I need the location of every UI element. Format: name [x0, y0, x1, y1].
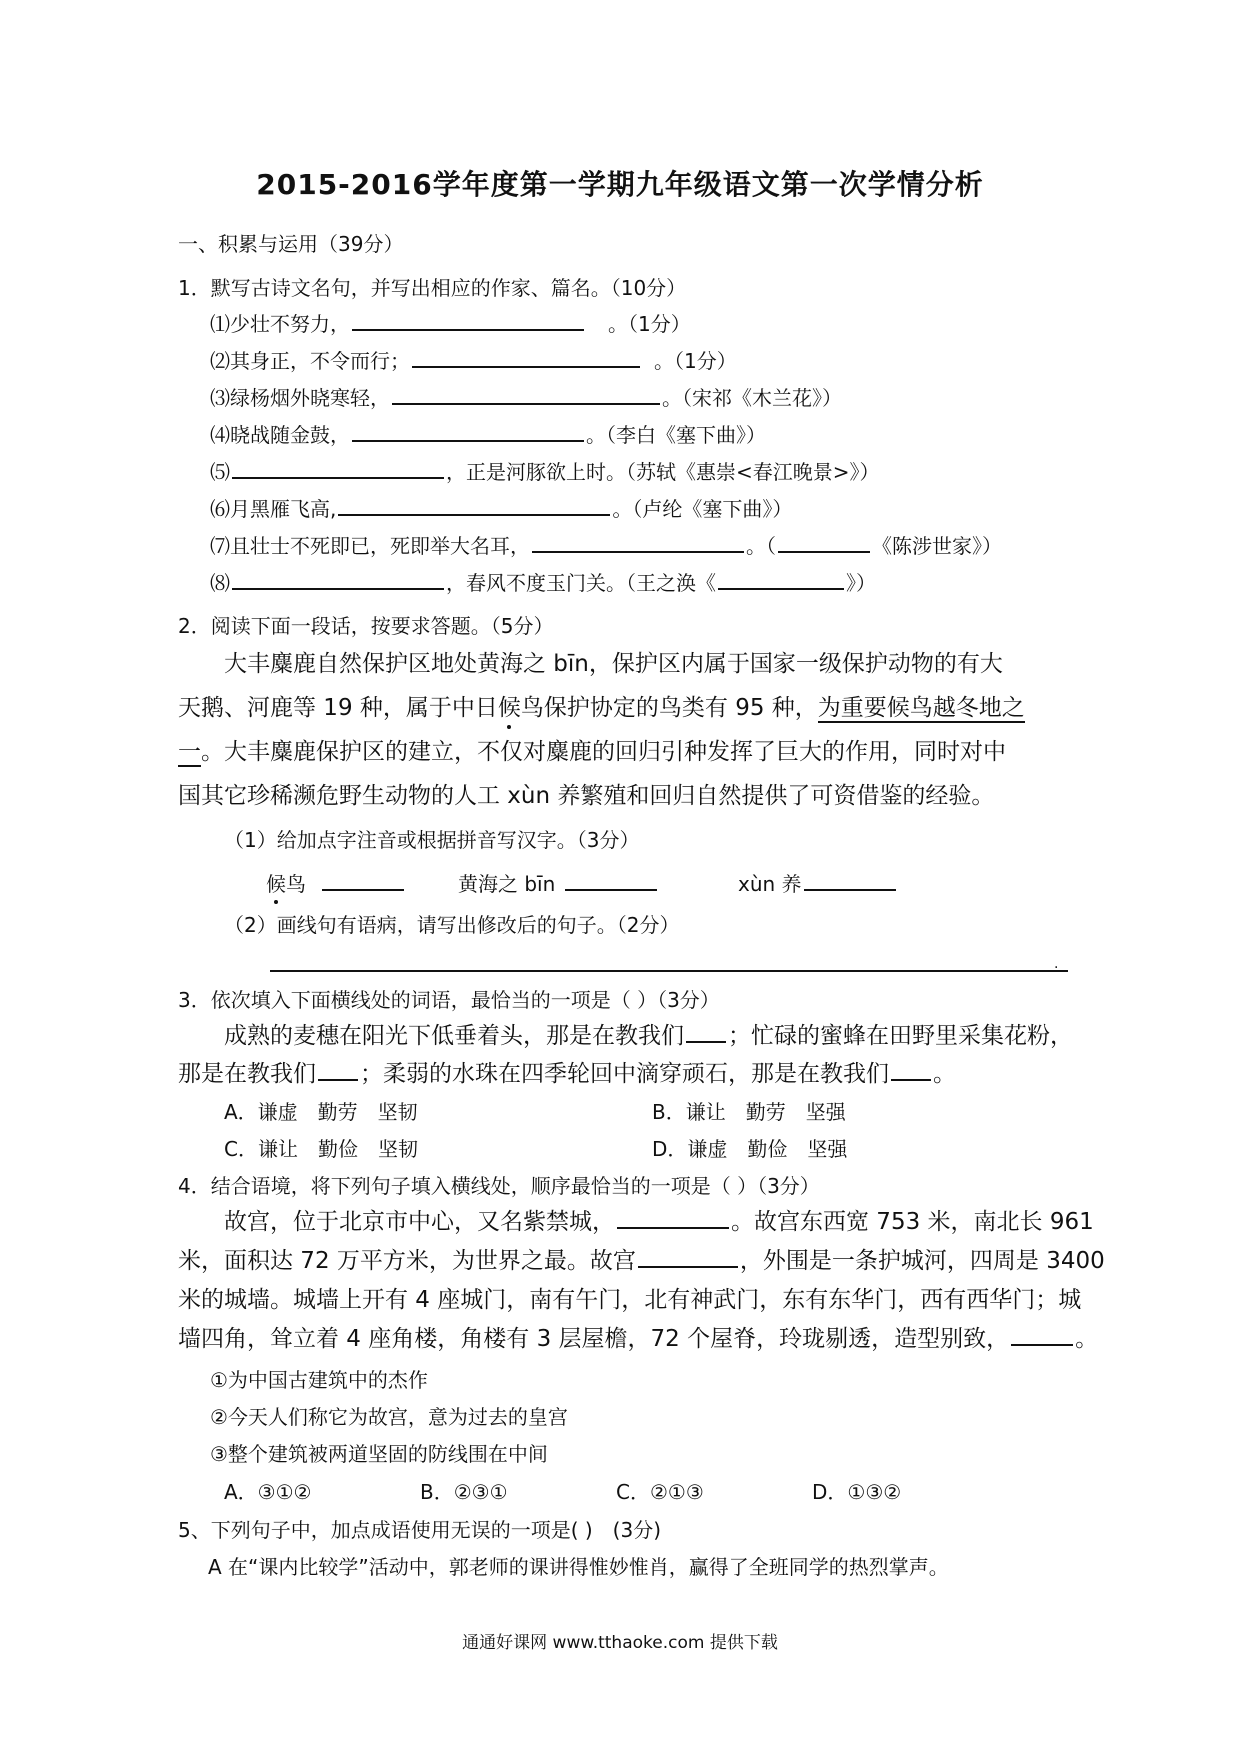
q1-item-1	[210, 310, 691, 338]
q1-item-2	[210, 347, 737, 375]
answer-line[interactable]	[270, 970, 1068, 972]
q4-text: 故宫，位于北京市中心，又名紫禁城，	[224, 1209, 615, 1235]
answer-blank[interactable]	[532, 533, 744, 553]
q1-item-text: ，春风不度玉门关。（王之涣《	[446, 571, 716, 595]
question-1-stem: 1．默写古诗文名句，并写出相应的作家、篇名。（10分）	[178, 276, 687, 300]
q2-sub-question-1: （1）给加点字注音或根据拼音写汉字。（3分）	[224, 828, 640, 852]
q2-text: 天鹅、河鹿等 19 种，属于中日	[178, 695, 498, 721]
q1-item-text: 》）	[846, 571, 876, 595]
q2-answer-label: xùn 养	[738, 872, 802, 896]
q4-passage-line	[178, 1323, 1098, 1355]
question-5-stem: 5、下列句子中，加点成语使用无误的一项是( ) (3分)	[178, 1518, 662, 1542]
section-heading: 一、积累与运用（39分）	[178, 232, 404, 256]
answer-blank[interactable]	[638, 1248, 738, 1268]
q3-text: 成熟的麦穗在阳光下低垂着头，那是在教我们	[224, 1023, 684, 1049]
q2-text: 。大丰麋鹿保护区的建立，不仅对麋鹿的回归引种发挥了巨大的作用，同时对中	[201, 739, 1006, 765]
q3-option-b[interactable]: B．谦让 勤劳 坚强	[652, 1100, 846, 1124]
answer-blank[interactable]	[412, 348, 640, 368]
q3-option-c[interactable]: C．谦让 勤俭 坚韧	[224, 1137, 418, 1161]
q1-item-text: ⑷晓战随金鼓，	[210, 423, 350, 447]
q2-answer-3	[738, 870, 898, 898]
answer-blank[interactable]	[232, 570, 444, 590]
answer-blank[interactable]	[1011, 1326, 1073, 1346]
question-3-stem: 3．依次填入下面横线处的词语，最恰当的一项是（ ）（3分）	[178, 988, 720, 1012]
q2-answer-label: 黄海之 bīn	[458, 872, 556, 896]
q4-text: 。故宫东西宽 753 米，南北长 961	[731, 1209, 1094, 1235]
q4-option-d[interactable]: D．①③②	[812, 1480, 902, 1504]
q1-item-text: 。（1分）	[654, 349, 737, 373]
answer-blank[interactable]	[352, 311, 584, 331]
answer-blank[interactable]	[804, 871, 896, 891]
q5-option-a[interactable]: A 在“课内比较学”活动中，郭老师的课讲得惟妙惟肖，赢得了全班同学的热烈掌声。	[208, 1555, 949, 1579]
q4-sentence-3: ③整个建筑被两道坚固的防线围在中间	[210, 1442, 548, 1466]
q2-answer-label: 鸟	[286, 872, 306, 896]
q3-option-a[interactable]: A．谦虚 勤劳 坚韧	[224, 1100, 418, 1124]
q4-text: ，外围是一条护城河，四周是 3400	[739, 1248, 1105, 1274]
q3-passage-line	[224, 1020, 1073, 1052]
title-blank[interactable]	[718, 570, 844, 590]
q1-item-text: 。（	[746, 534, 776, 558]
q1-item-text: ⑻	[210, 571, 230, 595]
q1-item-4	[210, 421, 766, 449]
q3-passage-line	[178, 1058, 956, 1090]
q4-passage-line: 米的城墙。城墙上开有 4 座城门，南有午门，北有神武门，东有东华门，西有西华门；城	[178, 1287, 1082, 1313]
answer-blank[interactable]	[617, 1209, 729, 1229]
q1-item-text: ⑹月黑雁飞高,	[210, 497, 337, 521]
question-2-stem: 2．阅读下面一段话，按要求答题。（5分）	[178, 614, 554, 638]
q2-passage-line: 大丰麋鹿自然保护区地处黄海之 bīn，保护区内属于国家一级保护动物的有大	[224, 651, 1003, 677]
q1-item-5	[210, 458, 880, 486]
q4-option-b[interactable]: B．②③①	[420, 1480, 508, 1504]
q1-item-text: 。（李白《塞下曲》）	[586, 423, 766, 447]
q1-item-text: ，正是河豚欲上时。（苏轼《惠崇<春江晚景>》）	[446, 460, 880, 484]
q1-item-text: 《陈涉世家》）	[872, 534, 1002, 558]
answer-blank[interactable]	[392, 385, 660, 405]
q3-text: ；柔弱的水珠在四季轮回中滴穿顽石，那是在教我们	[360, 1061, 889, 1087]
q4-text: 墙四角，耸立着 4 座角楼，角楼有 3 层屋檐，72 个屋脊，玲珑剔透，造型别致，	[178, 1326, 1010, 1352]
q1-item-text: ⑵其身正，不令而行；	[210, 349, 410, 373]
q3-text: ；忙碌的蜜蜂在田野里采集花粉，	[728, 1023, 1073, 1049]
q1-item-text: ⑺且壮士不死即已，死即举大名耳，	[210, 534, 530, 558]
q2-text: 鸟保护协定的鸟类有 95 种，	[520, 695, 818, 721]
q4-sentence-2: ②今天人们称它为故宫，意为过去的皇宫	[210, 1405, 568, 1429]
q1-item-text: 。（宋祁《木兰花》）	[662, 386, 842, 410]
q1-item-6	[210, 495, 792, 523]
q4-option-c[interactable]: C．②①③	[616, 1480, 704, 1504]
answer-blank[interactable]	[891, 1061, 931, 1081]
q3-option-d[interactable]: D．谦虚 勤俭 坚强	[652, 1137, 848, 1161]
q2-passage-line	[178, 736, 1006, 768]
answer-blank[interactable]	[318, 1061, 358, 1081]
q3-text: 那是在教我们	[178, 1061, 316, 1087]
q1-item-7	[210, 532, 1002, 560]
q2-passage-line: 国其它珍稀濒危野生动物的人工 xùn 养繁殖和回归自然提供了可资借鉴的经验。	[178, 783, 995, 809]
q1-item-text: 。（1分）	[608, 312, 691, 336]
page-title: 2015-2016学年度第一学期九年级语文第一次学情分析	[256, 168, 984, 201]
q2-passage-line	[178, 692, 1025, 724]
q2-sub-question-2: （2）画线句有语病，请写出修改后的句子。（2分）	[224, 913, 680, 937]
underlined-sentence: 为重要候鸟越冬地之	[817, 695, 1025, 721]
question-4-stem: 4．结合语境，将下列句子填入横线处，顺序最恰当的一项是（ ）（3分）	[178, 1174, 820, 1198]
q1-item-text: ⑶绿杨烟外晓寒轻，	[210, 386, 390, 410]
answer-blank[interactable]	[352, 422, 584, 442]
q4-passage-line	[224, 1206, 1094, 1238]
q1-item-8	[210, 569, 876, 597]
answer-blank[interactable]	[686, 1023, 726, 1043]
q4-text: 。	[1075, 1326, 1099, 1352]
answer-blank[interactable]	[322, 871, 404, 891]
dotted-char: 候	[266, 872, 286, 896]
footer-source: 通通好课网 www.tthaoke.com 提供下载	[462, 1633, 778, 1653]
q1-item-text: ⑴少壮不努力，	[210, 312, 350, 336]
q2-answer-1	[266, 870, 406, 898]
line-end-mark: .	[1054, 956, 1059, 972]
q4-text: 米，面积达 72 万平方米，为世界之最。故宫	[178, 1248, 636, 1274]
q4-sentence-1: ①为中国古建筑中的杰作	[210, 1368, 428, 1392]
answer-blank[interactable]	[232, 459, 444, 479]
q2-answer-2	[458, 870, 659, 898]
q1-item-text: ⑸	[210, 460, 230, 484]
dotted-char: 候	[497, 695, 521, 721]
answer-blank[interactable]	[338, 496, 610, 516]
q3-text: 。	[933, 1061, 956, 1087]
author-blank[interactable]	[778, 533, 870, 553]
q1-item-3	[210, 384, 842, 412]
q4-passage-line	[178, 1245, 1105, 1277]
q1-item-text: 。（卢纶《塞下曲》）	[612, 497, 793, 521]
underlined-sentence: 一	[178, 739, 201, 765]
q4-option-a[interactable]: A．③①②	[224, 1480, 312, 1504]
answer-blank[interactable]	[565, 871, 657, 891]
